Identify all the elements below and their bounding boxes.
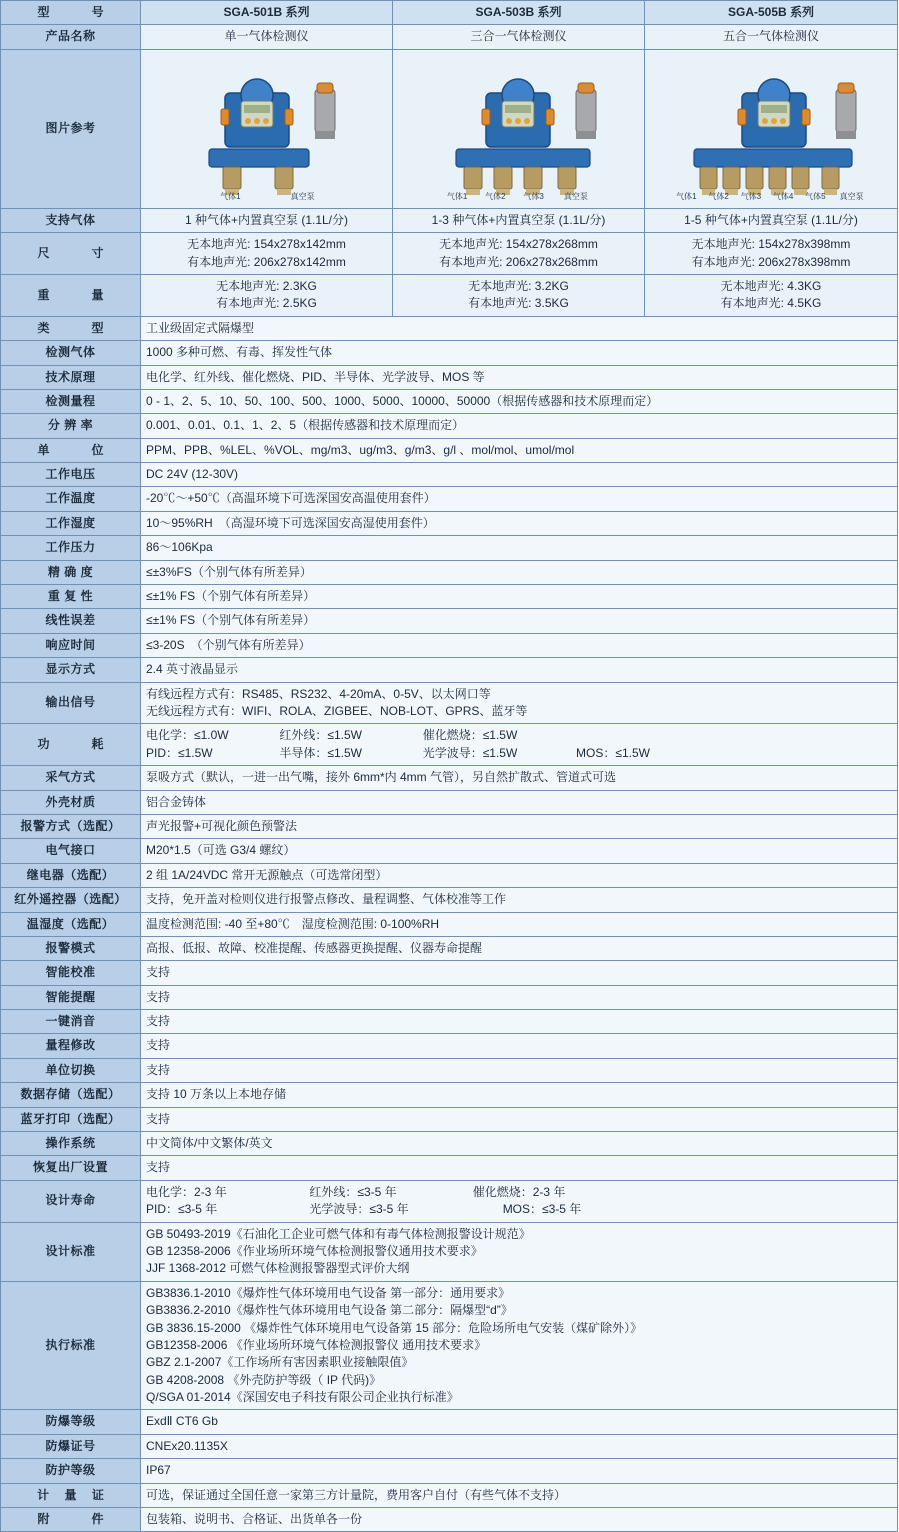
row-label-display: 显示方式 — [1, 658, 141, 682]
row-label-accuracy: 精 确 度 — [1, 560, 141, 584]
caption-gas2-505b: 气体2 — [708, 191, 729, 201]
smart-remind-value: 支持 — [141, 985, 898, 1009]
row-label-os: 操作系统 — [1, 1132, 141, 1156]
weight-503b — [393, 274, 645, 316]
device-image-501b — [141, 49, 393, 208]
table-row-model — [1, 1, 898, 25]
life-infrared-value: ≤3-5 年 — [357, 1184, 397, 1199]
range-modify-value: 支持 — [141, 1034, 898, 1058]
row-label-work-temp: 工作温度 — [1, 487, 141, 511]
design-standard-value — [141, 1222, 898, 1281]
caption-gas2-503b: 气体2 — [485, 191, 506, 201]
life-pid-value: ≤3-5 年 — [178, 1202, 218, 1217]
row-label-work-pressure: 工作压力 — [1, 536, 141, 560]
row-label-range-modify: 量程修改 — [1, 1034, 141, 1058]
repeatability-value: ≤±1% FS（个别气体有所差异） — [141, 585, 898, 609]
work-humidity-value: 10～95%RH （高湿环境下可选深国安高湿使用套件） — [141, 511, 898, 535]
table-row-ip-level — [1, 1459, 898, 1483]
row-label-size: 尺 寸 — [1, 233, 141, 275]
row-label-accessories: 附 件 — [1, 1508, 141, 1532]
exec-standard-item-7: Q/SGA 01-2014《深国安电子科技有限公司企业执行标准》 — [146, 1390, 459, 1405]
row-label-design-life: 设计寿命 — [1, 1180, 141, 1222]
exec-standard-item-5: GBZ 2.1-2007《工作场所有害因素职业接触限值》 — [146, 1355, 414, 1370]
power-semiconductor-value: ≤1.5W — [327, 745, 362, 760]
table-row-unit — [1, 438, 898, 462]
table-row-factory-reset — [1, 1156, 898, 1180]
weight-505b-line1: 无本地声光: 4.3KG — [720, 278, 822, 293]
tech-principle-value: 电化学、红外线、催化燃烧、PID、半导体、光学波导、MOS 等 — [141, 365, 898, 389]
model-501b: SGA-501B 系列 — [141, 1, 393, 25]
exec-standard-item-3: GB 3836.15-2000 《爆炸性气体环境用电气设备第 15 部分：危险场所电气安装（煤矿除外）》 — [146, 1320, 643, 1335]
table-row-work-temp — [1, 487, 898, 511]
design-standard-item-1: GB 50493-2019《石油化工企业可燃气体和有毒气体检测报警设计规范》 — [146, 1226, 531, 1241]
factory-reset-value: 支持 — [141, 1156, 898, 1180]
ex-cert-value: CNEx20.1135X — [141, 1434, 898, 1458]
unit-value: PPM、PPB、%LEL、%VOL、mg/m3、ug/m3、g/m3、g/l 、mol/mol、umol/mol — [141, 438, 898, 462]
table-row-support-gas — [1, 208, 898, 232]
power-electrochemical-label: 电化学： — [146, 728, 195, 743]
row-label-range: 检测量程 — [1, 389, 141, 413]
table-row-power-consumption — [1, 724, 898, 766]
ip-level-value: IP67 — [141, 1459, 898, 1483]
table-row-alarm-mode — [1, 936, 898, 960]
table-row-data-storage-opt — [1, 1083, 898, 1107]
shell-value: 铝合金铸体 — [141, 790, 898, 814]
output-value — [141, 682, 898, 724]
accuracy-value: ≤±3%FS（个别气体有所差异） — [141, 560, 898, 584]
row-label-support-gas: 支持气体 — [1, 208, 141, 232]
power-semiconductor-label: 半导体： — [279, 745, 328, 760]
range-value: 0 - 1、2、5、10、50、100、500、1000、5000、10000、50000（根据传感器和技术原理而定） — [141, 389, 898, 413]
alarm-mode-opt-value: 声光报警+可视化颜色预警法 — [141, 814, 898, 838]
weight-503b-line2: 有本地声光: 3.5KG — [468, 296, 569, 311]
power-pid-label: PID： — [146, 745, 179, 760]
row-label-bt-print-opt: 蓝牙打印（选配） — [1, 1107, 141, 1131]
row-label-smart-calibration: 智能校准 — [1, 961, 141, 985]
output-wired: 有线远程方式有：RS485、RS232、4-20mA、0-5V、以太网口等 — [146, 686, 491, 701]
power-optical-label: 光学波导： — [422, 745, 483, 760]
exec-standard-item-1: GB3836.1-2010《爆炸性气体环境用电气设备 第一部分：通用要求》 — [146, 1285, 511, 1300]
table-row-category — [1, 316, 898, 340]
row-label-ex-cert: 防爆证号 — [1, 1434, 141, 1458]
row-label-data-storage-opt: 数据存储（选配） — [1, 1083, 141, 1107]
table-row-design-life — [1, 1180, 898, 1222]
support-gas-501b: 1 种气体+内置真空泵 (1.1L/分) — [141, 208, 393, 232]
row-label-detect-gas: 检测气体 — [1, 341, 141, 365]
model-505b: SGA-505B 系列 — [645, 1, 898, 25]
life-mos-label: MOS： — [502, 1202, 543, 1217]
row-label-product-name: 产品名称 — [1, 25, 141, 49]
model-503b: SGA-503B 系列 — [393, 1, 645, 25]
table-row-linearity — [1, 609, 898, 633]
row-label-sampling: 采气方式 — [1, 766, 141, 790]
table-row-output — [1, 682, 898, 724]
life-optical-label: 光学波导： — [309, 1202, 370, 1217]
work-pressure-value: 86～106Kpa — [141, 536, 898, 560]
table-row-image-reference — [1, 49, 898, 208]
power-consumption-value — [141, 724, 898, 766]
row-label-electrical-interface: 电气接口 — [1, 839, 141, 863]
table-row-ex-cert — [1, 1434, 898, 1458]
power-infrared-label: 红外线： — [279, 728, 328, 743]
data-storage-opt-value: 支持 10 万条以上本地存储 — [141, 1083, 898, 1107]
design-standard-item-3: JJF 1368-2012 可燃气体检测报警器型式评价大纲 — [146, 1261, 410, 1276]
design-life-value — [141, 1180, 898, 1222]
table-row-temp-humi-opt — [1, 912, 898, 936]
display-value: 2.4 英寸液晶显示 — [141, 658, 898, 682]
table-row-accessories — [1, 1508, 898, 1532]
table-row-relay-opt — [1, 863, 898, 887]
row-label-smart-remind: 智能提醒 — [1, 985, 141, 1009]
row-label-one-key-mute: 一键消音 — [1, 1010, 141, 1034]
row-label-weight: 重 量 — [1, 274, 141, 316]
metering-cert-value: 可选，保证通过全国任意一家第三方计量院，费用客户自付（有些气体不支持） — [141, 1483, 898, 1507]
row-label-ip-level: 防护等级 — [1, 1459, 141, 1483]
life-electrochemical-label: 电化学： — [146, 1184, 195, 1199]
row-label-response: 响应时间 — [1, 633, 141, 657]
row-label-factory-reset: 恢复出厂设置 — [1, 1156, 141, 1180]
power-catalytic-value: ≤1.5W — [482, 728, 518, 743]
table-row-accuracy — [1, 560, 898, 584]
weight-503b-line1: 无本地声光: 3.2KG — [468, 278, 569, 293]
table-row-metering-cert — [1, 1483, 898, 1507]
row-label-temp-humi-opt: 温湿度（选配） — [1, 912, 141, 936]
accessories-value: 包装箱、说明书、合格证、出货单各一份 — [141, 1508, 898, 1532]
caption-gas1-505b: 气体1 — [676, 191, 697, 201]
weight-501b-line2: 有本地声光: 2.5KG — [216, 296, 317, 311]
exec-standard-item-6: GB 4208-2008 《外壳防护等级（ IP 代码)》 — [146, 1372, 382, 1387]
ir-remote-opt-value: 支持，免开盖对检则仪进行报警点修改、量程调整、气体校准等工作 — [141, 888, 898, 912]
category-value: 工业级固定式隔爆型 — [141, 316, 898, 340]
os-value: 中文简体/中文繁体/英文 — [141, 1132, 898, 1156]
caption-gas3-503b: 气体3 — [523, 191, 544, 201]
row-label-alarm-mode: 报警模式 — [1, 936, 141, 960]
caption-gas1-503b: 气体1 — [446, 191, 468, 201]
row-label-voltage: 工作电压 — [1, 463, 141, 487]
caption-pump-501b: 真空泵 — [290, 191, 315, 201]
row-label-output: 输出信号 — [1, 682, 141, 724]
table-row-os — [1, 1132, 898, 1156]
life-catalytic-label: 催化燃烧： — [472, 1184, 533, 1199]
row-label-ir-remote-opt: 红外遥控器（选配） — [1, 888, 141, 912]
sampling-value: 泵吸方式（默认，一进一出气嘴，接外 6mm*内 4mm 气管），另自然扩散式、管道式可选 — [141, 766, 898, 790]
support-gas-503b: 1-3 种气体+内置真空泵 (1.1L/分) — [393, 208, 645, 232]
caption-gas5-505b: 气体5 — [805, 191, 826, 201]
weight-501b-line1: 无本地声光: 2.3KG — [216, 278, 317, 293]
row-label-linearity: 线性误差 — [1, 609, 141, 633]
row-label-image-reference: 图片参考 — [1, 49, 141, 208]
row-label-relay-opt: 继电器（选配） — [1, 863, 141, 887]
table-row-smart-remind — [1, 985, 898, 1009]
support-gas-505b: 1-5 种气体+内置真空泵 (1.1L/分) — [645, 208, 898, 232]
size-503b — [393, 233, 645, 275]
size-503b-line2: 有本地声光: 206x278x268mm — [439, 254, 598, 269]
weight-505b — [645, 274, 898, 316]
table-row-one-key-mute — [1, 1010, 898, 1034]
table-row-electrical-interface — [1, 839, 898, 863]
row-label-work-humidity: 工作湿度 — [1, 511, 141, 535]
power-mos-value: ≤1.5W — [615, 745, 650, 760]
table-row-size — [1, 233, 898, 275]
row-label-category: 类 型 — [1, 316, 141, 340]
life-infrared-label: 红外线： — [309, 1184, 358, 1199]
table-row-display — [1, 658, 898, 682]
power-electrochemical-value: ≤1.0W — [194, 728, 229, 743]
table-row-voltage — [1, 463, 898, 487]
power-pid-value: ≤1.5W — [178, 745, 213, 760]
size-503b-line1: 无本地声光: 154x278x268mm — [439, 237, 598, 252]
linearity-value: ≤±1% FS（个别气体有所差异） — [141, 609, 898, 633]
table-row-range-modify — [1, 1034, 898, 1058]
bt-print-opt-value: 支持 — [141, 1107, 898, 1131]
row-label-design-standard: 设计标准 — [1, 1222, 141, 1281]
table-row-response — [1, 633, 898, 657]
row-label-metering-cert: 计 量 证 — [1, 1483, 141, 1507]
table-row-unit-switch — [1, 1058, 898, 1082]
row-label-alarm-mode-opt: 报警方式（选配） — [1, 814, 141, 838]
unit-switch-value: 支持 — [141, 1058, 898, 1082]
table-row-product-name — [1, 25, 898, 49]
size-501b — [141, 233, 393, 275]
row-label-model: 型 号 — [1, 1, 141, 25]
row-label-unit: 单 位 — [1, 438, 141, 462]
weight-501b — [141, 274, 393, 316]
resolution-value: 0.001、0.01、0.1、1、2、5（根据传感器和技术原理而定） — [141, 414, 898, 438]
temp-humi-opt-value: 温度检测范围: -40 至+80℃ 湿度检测范围: 0-100%RH — [141, 912, 898, 936]
table-row-work-humidity — [1, 511, 898, 535]
size-505b-line2: 有本地声光: 206x278x398mm — [691, 254, 851, 269]
device-image-505b — [645, 49, 898, 208]
row-label-power-consumption: 功 耗 — [1, 724, 141, 766]
relay-opt-value: 2 组 1A/24VDC 常开无源触点（可选常闭型） — [141, 863, 898, 887]
row-label-shell: 外壳材质 — [1, 790, 141, 814]
table-row-resolution — [1, 414, 898, 438]
alarm-mode-value: 高报、低报、故障、校准提醒、传感器更换提醒、仪器寿命提醒 — [141, 936, 898, 960]
table-row-design-standard — [1, 1222, 898, 1281]
smart-calibration-value: 支持 — [141, 961, 898, 985]
product-name-501b: 单一气体检测仪 — [141, 25, 393, 49]
exec-standard-item-2: GB3836.2-2010《爆炸性气体环境用电气设备 第二部分：隔爆型“d”》 — [146, 1303, 513, 1318]
table-row-smart-calibration — [1, 961, 898, 985]
table-row-shell — [1, 790, 898, 814]
detect-gas-value: 1000 多种可燃、有毒、挥发性气体 — [141, 341, 898, 365]
table-row-tech-principle — [1, 365, 898, 389]
power-optical-value: ≤1.5W — [482, 745, 518, 760]
caption-gas3-505b: 气体3 — [740, 191, 762, 201]
power-catalytic-label: 催化燃烧： — [422, 728, 483, 743]
table-row-ex-level — [1, 1410, 898, 1434]
life-mos-value: ≤3-5 年 — [542, 1202, 582, 1217]
product-name-503b: 三合一气体检测仪 — [393, 25, 645, 49]
table-row-bt-print-opt — [1, 1107, 898, 1131]
size-505b — [645, 233, 898, 275]
table-row-work-pressure — [1, 536, 898, 560]
size-501b-line1: 无本地声光: 154x278x142mm — [187, 237, 346, 252]
life-electrochemical-value: 2-3 年 — [194, 1184, 227, 1199]
row-label-resolution: 分 辨 率 — [1, 414, 141, 438]
one-key-mute-value: 支持 — [141, 1010, 898, 1034]
table-row-range — [1, 389, 898, 413]
electrical-interface-value: M20*1.5（可选 G3/4 螺纹） — [141, 839, 898, 863]
table-row-alarm-mode-opt — [1, 814, 898, 838]
life-optical-value: ≤3-5 年 — [369, 1202, 409, 1217]
size-501b-line2: 有本地声光: 206x278x142mm — [187, 254, 346, 269]
work-temp-value: -20℃～+50℃（高温环境下可选深国安高温使用套件） — [141, 487, 898, 511]
output-wireless: 无线远程方式有：WIFI、ROLA、ZIGBEE、NOB-LOT、GPRS、蓝牙等 — [146, 703, 528, 718]
table-row-weight — [1, 274, 898, 316]
power-infrared-value: ≤1.5W — [327, 728, 362, 743]
table-row-ir-remote-opt — [1, 888, 898, 912]
row-label-ex-level: 防爆等级 — [1, 1410, 141, 1434]
product-name-505b: 五合一气体检测仪 — [645, 25, 898, 49]
row-label-unit-switch: 单位切换 — [1, 1058, 141, 1082]
device-image-503b — [393, 49, 645, 208]
table-row-sampling — [1, 766, 898, 790]
design-standard-item-2: GB 12358-2006《作业场所环境气体检测报警仪通用技术要求》 — [146, 1243, 483, 1258]
life-catalytic-value: 2-3 年 — [532, 1184, 566, 1199]
table-row-detect-gas — [1, 341, 898, 365]
row-label-repeatability: 重 复 性 — [1, 585, 141, 609]
caption-gas4-505b: 气体4 — [772, 191, 794, 201]
response-value: ≤3-20S （个别气体有所差异） — [141, 633, 898, 657]
caption-gas1-501b: 气体1 — [220, 191, 241, 201]
weight-505b-line2: 有本地声光: 4.5KG — [720, 296, 822, 311]
size-505b-line1: 无本地声光: 154x278x398mm — [691, 237, 851, 252]
voltage-value: DC 24V (12-30V) — [141, 463, 898, 487]
caption-pump-505b: 真空泵 — [839, 191, 864, 201]
ex-level-value: ExdⅡ CT6 Gb — [141, 1410, 898, 1434]
row-label-tech-principle: 技术原理 — [1, 365, 141, 389]
power-mos-label: MOS： — [576, 745, 616, 760]
row-label-exec-standard: 执行标准 — [1, 1281, 141, 1410]
exec-standard-value — [141, 1281, 898, 1410]
caption-pump-503b: 真空泵 — [563, 191, 588, 201]
table-row-exec-standard — [1, 1281, 898, 1410]
table-row-repeatability — [1, 585, 898, 609]
exec-standard-item-4: GB12358-2006 《作业场所环境气体检测报警仪 通用技术要求》 — [146, 1337, 487, 1352]
life-pid-label: PID： — [146, 1202, 179, 1217]
